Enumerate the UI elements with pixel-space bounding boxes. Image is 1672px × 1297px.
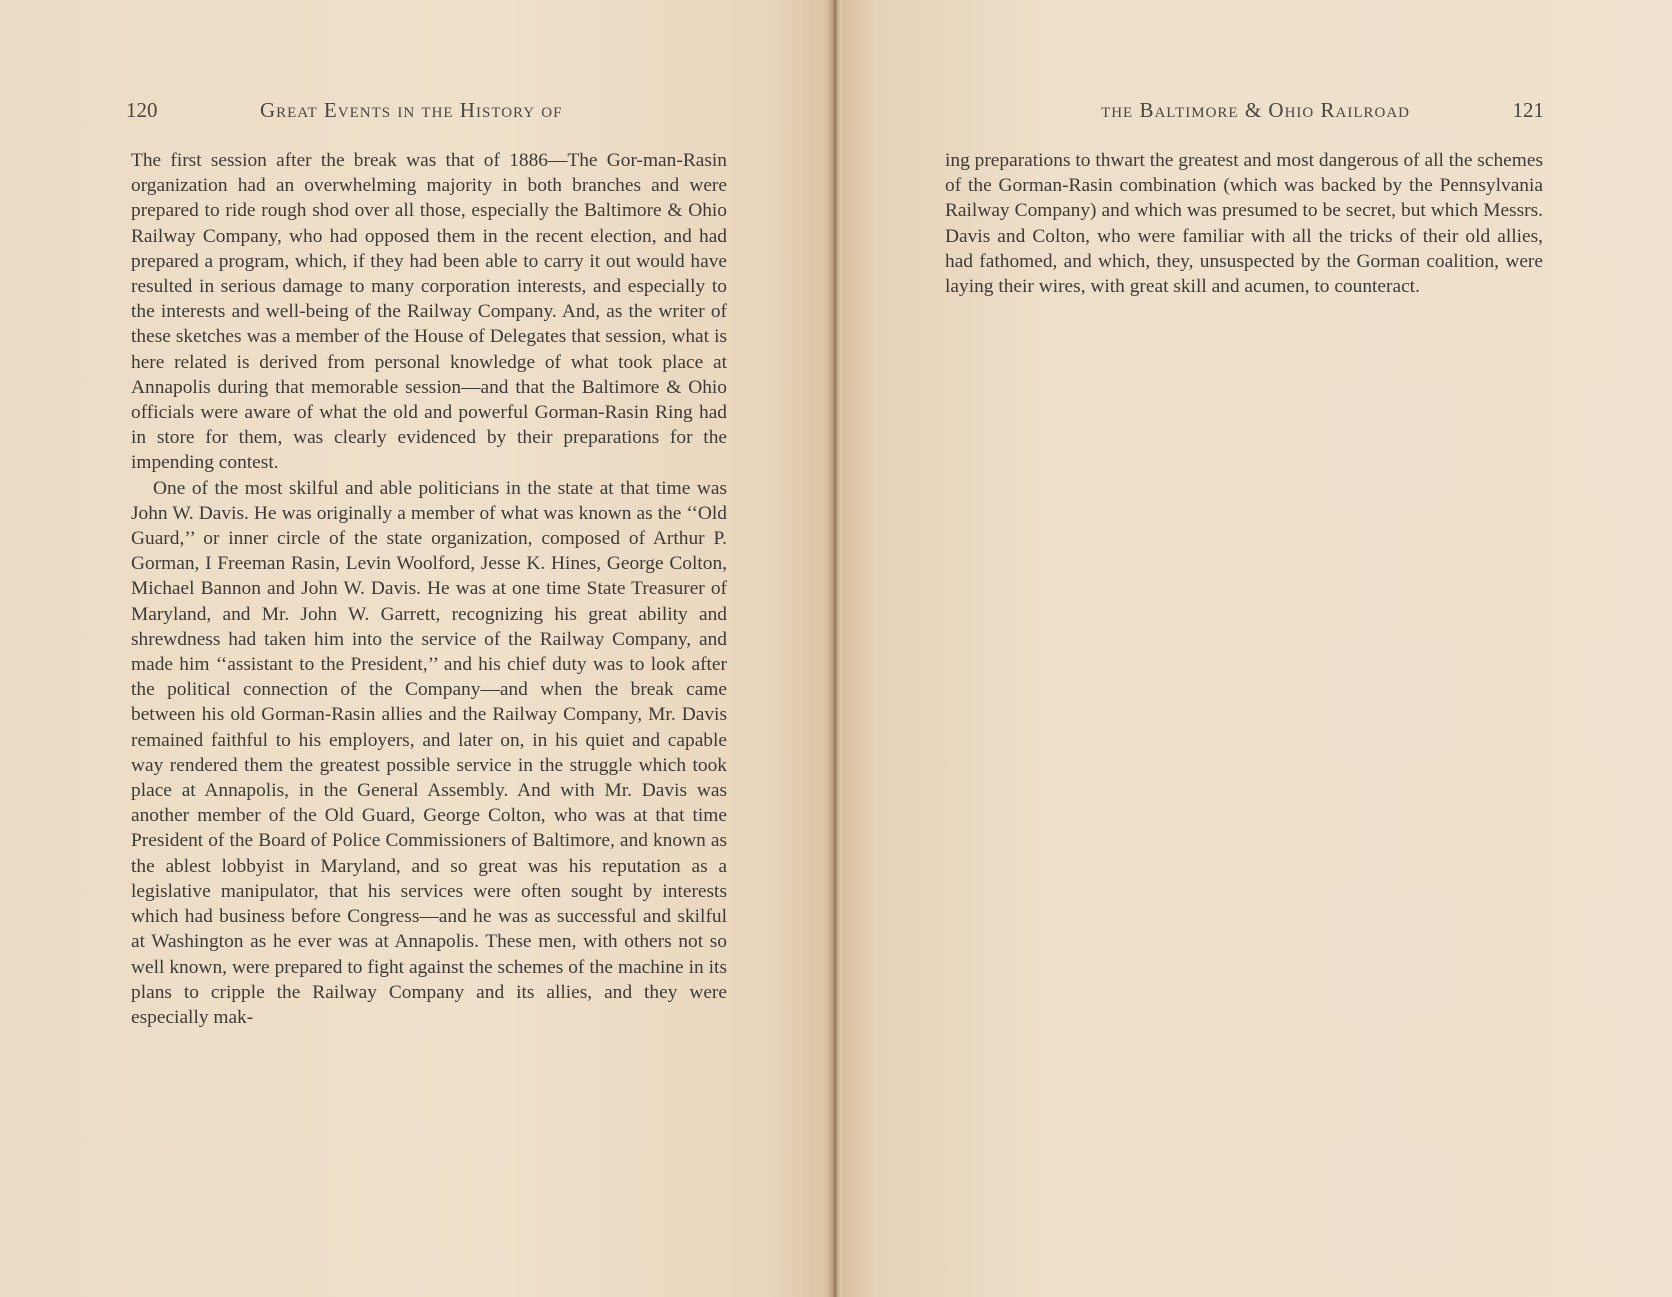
right-body-text	[945, 148, 1543, 299]
paragraph: The first session after the break was that of 1886—The Gor-man-Rasin organization had an overwhelming majority in both branches and were prepared to ride rough shod over all those, especially the Baltimore & Ohio Railway Company, who had opposed them in the recent election, and had prepared a program, which, if they had been able to carry it out would have resulted in serious damage to many corporation interests, and especially to the interests and well-being of the Railway Company. And, as the writer of these sketches was a member of the House of Delegates that session, what is here related is derived from personal knowledge of what took place at Annapolis during that memorable session—and that the Baltimore & Ohio officials were aware of what the old and powerful Gorman-Rasin Ring had in store for them, was clearly evidenced by their preparations for the impending contest.	[131, 150, 727, 474]
paragraph: One of the most skilful and able politicians in the state at that time was John W. Davis. He was originally a member of what was known as the ‘‘Old Guard,’’ or inner circle of the state organization, composed of Arthur P. Gorman, I Freeman Rasin, Levin Woolford, Jesse K. Hines, George Colton, Michael Bannon and John W. Davis. He was at one time State Treasurer of Maryland, and Mr. John W. Garrett, recognizing his great ability and shrewdness had taken him into the service of the Railway Company, and made him ‘‘assistant to the President,’’ and his chief duty was to look after the political connection of the Company—and when the break came between his old Gorman-Rasin allies and the Railway Company, Mr. Davis remained faithful to his employers, and later on, in his quiet and capable way rendered them the greatest possible service in the struggle which took place at Annapolis, in the General Assembly. And with Mr. Davis was another member of the Old Guard, George Colton, who was at that time President of the Board of Police Commissioners of Baltimore, and known as the ablest lobbyist in Maryland, and so great was his reputation as a legislative manipulator, that his services were often sought by interests which had business before Congress—and he was as successful and skilful at Washington as he ever was at Annapolis. These men, with others not so well known, were prepared to fight against the schemes of the machine in its plans to cripple the Railway Company and its allies, and they were especially mak-	[131, 477, 727, 1028]
left-body-text	[131, 148, 727, 1030]
left-page	[0, 0, 833, 1297]
left-page-number: 120	[126, 98, 158, 122]
book-gutter	[826, 0, 842, 1297]
right-running-head: the Baltimore & Ohio Railroad	[1101, 98, 1410, 122]
left-running-head: Great Events in the History of	[260, 98, 563, 122]
right-page	[833, 0, 1672, 1297]
paragraph: ing preparations to thwart the greatest and most dangerous of all the schemes of the Gorman-Rasin combination (which was backed by the Pennsylvania Railway Company) and which was presumed to be secret, but which Messrs. Davis and Colton, who were familiar with all the tricks of their old allies, had fathomed, and which, they, unsuspected by the Gorman coalition, were laying their wires, with great skill and acumen, to counteract.	[945, 150, 1543, 298]
right-page-number: 121	[1512, 98, 1544, 122]
